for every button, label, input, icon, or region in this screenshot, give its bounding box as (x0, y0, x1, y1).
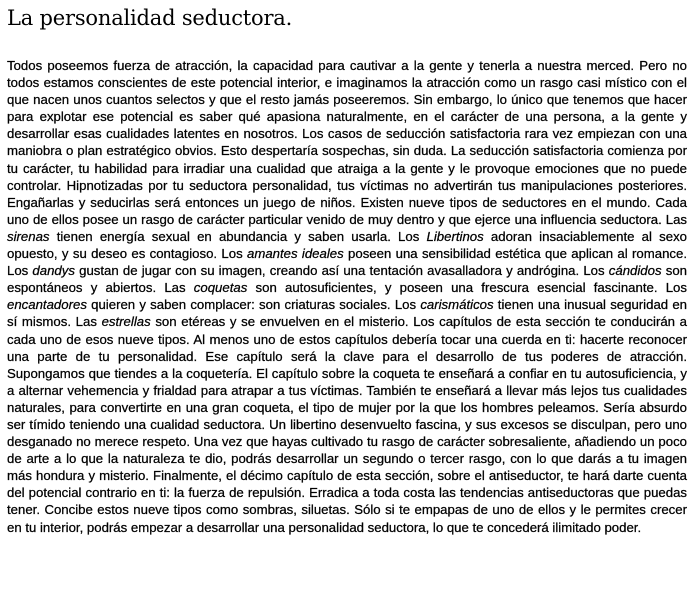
type-dandys: dandys (32, 263, 75, 279)
type-coquetas: coquetas (193, 280, 248, 296)
text-segment: tienen energía sexual en abundancia y saben usarla. Los (49, 228, 427, 244)
type-carismaticos: carismáticos (420, 297, 494, 313)
type-sirenas: sirenas (7, 228, 50, 244)
text-segment: son autosuficientes, y poseen una frescura esencial fascinante. Los (247, 280, 687, 296)
text-segment: Todos poseemos fuerza de atracción, la capacidad para cautivar a la gente y tenerla a nuestra merced. Pero no todos estamos conscientes de este potencial interior, e imaginamos la atracción como un rasgo casi místico con el que nacen unos cuantos selectos y que el resto jamás poseeremos. Sin embargo, lo único que tenemos que hacer para explotar ese potencial es saber qué apasiona naturalmente, en el carácter de una persona, a la gente y desarrollar esas cualidades latentes en nosotros. Los casos de seducción satisfactoria rara vez empiezan con una maniobra o plan estratégico obvios. Esto despertaría sospechas, sin duda. La seducción satisfactoria comienza por tu carácter, tu habilidad para irradiar una cualidad que atraiga a la gente y le provoque emociones que no puede controlar. Hipnotizadas por tu seductora personalidad, tus víctimas no advertirán tus manipulaciones posteriores. Engañarlas y seducirlas será entonces un juego de niños. Existen nueve tipos de seductores en el mundo. Cada uno de ellos posee un rasgo de carácter particular venido de muy dentro y que ejerce una influencia seductora. Las (7, 58, 687, 227)
type-encantadores: encantadores (7, 297, 87, 313)
text-segment: gustan de jugar con su imagen, creando así una tentación avasalladora y andrógina. Los (74, 263, 609, 279)
text-segment: tienen una inusual seguridad en sí mismos. Las (7, 297, 687, 330)
text-segment: son espontáneos y abiertos. Las (7, 263, 687, 296)
text-segment: son etéreas y se envuelven en el misterio. Los capítulos de esta sección te conducirán a cada uno de esos nueve tipos. Al menos uno de estos capítulos debería tocar una cuerda en ti: hacerte reconocer una parte de tu personalidad. Ese capítulo será la clave para el desarrollo de tus poderes de atracción. Supongamos que tiendes a la coquetería. El capítulo sobre la coqueta te enseñará a confiar en tu autosuficiencia, y a alternar vehemencia y frialdad para atrapar a tus víctimas. También te enseñará a llevar más lejos tus cualidades naturales, para convertirte en una gran coqueta, el tipo de mujer por la que los hombres peleamos. Sería absurdo ser tímido teniendo una cualidad seductora. Un libertino desenvuelto fascina, y sus excesos se disculpan, pero uno desganado no merece respeto. Una vez que hayas cultivado tu rasgo de carácter sobresaliente, añadiendo un poco de arte a lo que la naturaleza te dio, podrás desarrollar un segundo o tercer rasgo, con lo que darás a tu imagen más hondura y misterio. Finalmente, el décimo capítulo de esta sección, sobre el antiseductor, te hará darte cuenta del potencial contrario en ti: la fuerza de repulsión. Erradica a toda costa las tendencias antiseductoras que puedas tener. Concibe estos nueve tipos como sombras, siluetas. Sólo si te empapas de uno de ellos y le permites crecer en tu interior, podrás empezar a desarrollar una personalidad seductora, lo que te concederá ilimitado poder. (7, 314, 687, 535)
body-paragraph (7, 57, 687, 536)
type-libertinos: Libertinos (426, 228, 484, 244)
text-segment: adoran insaciablemente al sexo opuesto, y su deseo es contagioso. Los (7, 228, 688, 262)
type-estrellas: estrellas (101, 314, 151, 330)
text-segment: quieren y saben complacer: son criaturas sociales. Los (86, 297, 421, 313)
type-amantes-ideales: amantes ideales (247, 246, 344, 262)
text-segment: poseen una sensibilidad estética que aplican al romance. Los (7, 246, 687, 279)
page-title: La personalidad seductora. (7, 6, 293, 30)
type-candidos: cándidos (608, 263, 662, 279)
